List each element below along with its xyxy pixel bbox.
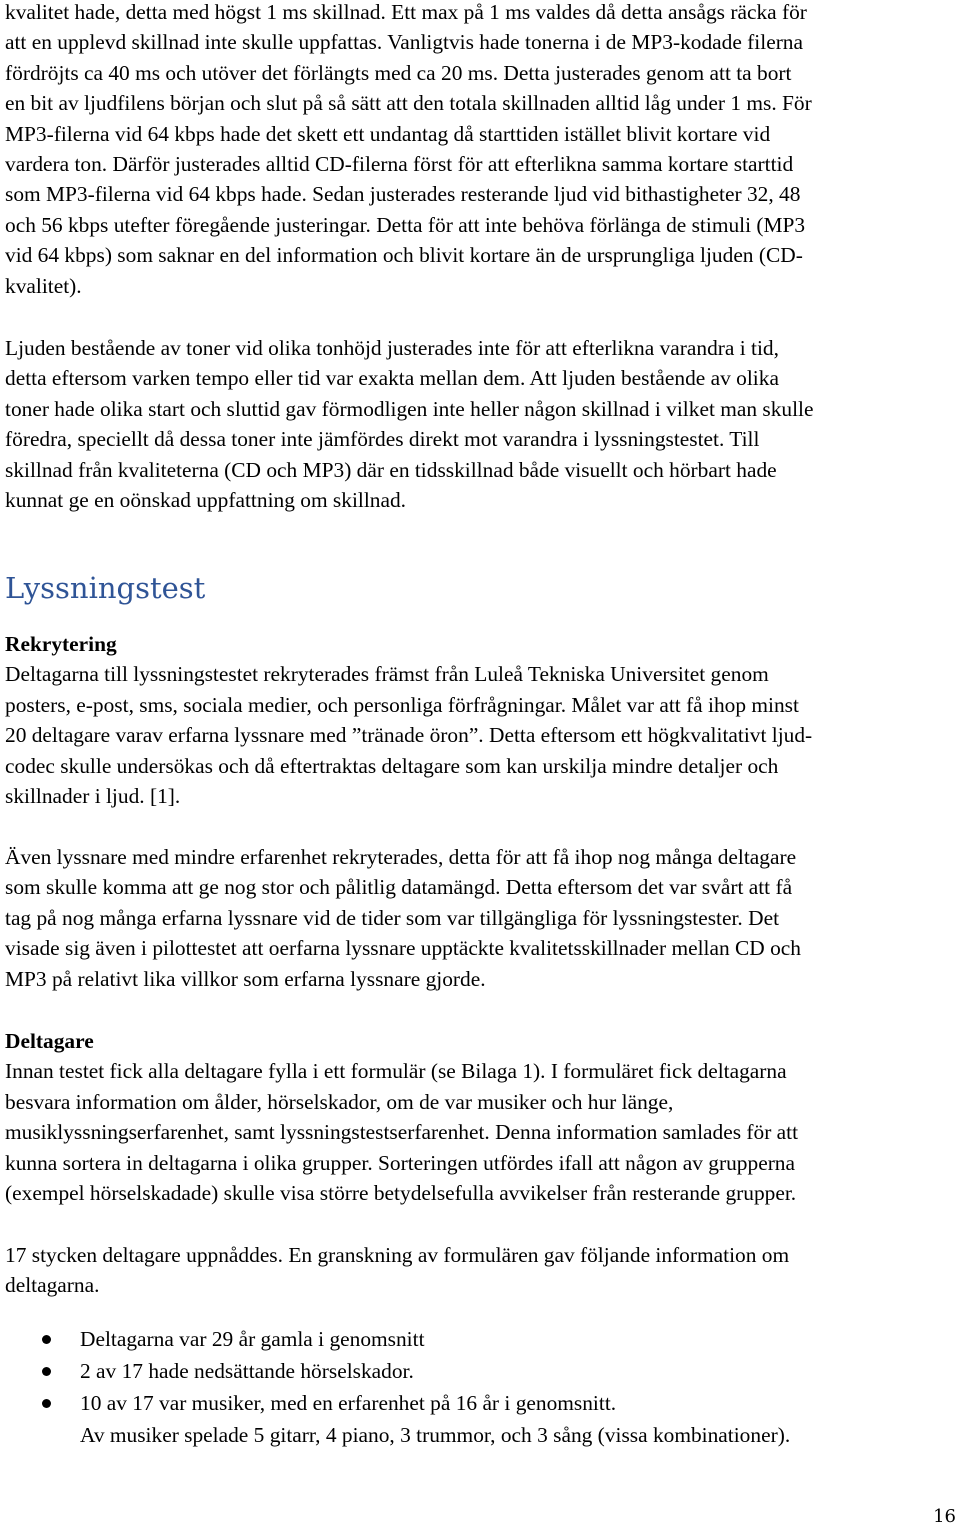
text-line: 20 deltagare varav erfarna lyssnare med ”tränade öron”. Detta eftersom ett högkvalitativt ljud- bbox=[5, 723, 813, 748]
page-number: 16 bbox=[933, 1506, 956, 1527]
list-item-continuation bbox=[0, 1419, 960, 1451]
text-line: MP3 på relativt lika villkor som erfarna lyssnare gjorde. bbox=[5, 966, 486, 991]
text-line: skillnad från kvaliteterna (CD och MP3) där en tidsskillnad både visuellt och hörbart hade bbox=[5, 457, 777, 482]
text-line: codec skulle undersökas och då eftertraktas deltagare som kan urskilja mindre detaljer och bbox=[5, 753, 779, 778]
list-item-text: Deltagarna var 29 år gamla i genomsnitt bbox=[80, 1327, 425, 1351]
text-line: fördröjts ca 40 ms och utöver det förlängts med ca 20 ms. Detta justerades genom att ta bort bbox=[5, 60, 792, 85]
bullet-icon bbox=[42, 1367, 51, 1376]
text-line: och 56 kbps utefter föregående justeringar. Detta för att inte behöva förlänga de stimuli (MP3 bbox=[5, 212, 806, 237]
subheading-recruitment: Rekrytering bbox=[5, 632, 117, 656]
text-line: visade sig även i pilottestet att oerfarna lyssnare upptäckte kvalitetsskillnader mellan CD och bbox=[5, 936, 801, 961]
text-line: 17 stycken deltagare uppnåddes. En granskning av formulären gav följande information om bbox=[5, 1243, 790, 1267]
text-line: vid 64 kbps) som saknar en del information och blivit kortare än de ursprungliga ljuden (CD- bbox=[5, 243, 803, 268]
text-line: Innan testet fick alla deltagare fylla i ett formulär (se Bilaga 1). I formuläret fick deltagarna bbox=[5, 1059, 787, 1084]
paragraph-inexperienced-listeners bbox=[5, 842, 960, 994]
text-line: detta eftersom varken tempo eller tid var exakta mellan dem. Att ljuden bestående av olika bbox=[5, 366, 779, 391]
paragraph-participant-count bbox=[5, 1240, 960, 1301]
participants-section bbox=[5, 1026, 960, 1208]
text-line: tag på nog många erfarna lyssnare vid de tider som var tillgängliga för lyssningstester. Det bbox=[5, 905, 780, 930]
text-line: Ljuden bestående av toner vid olika tonhöjd justerades inte för att efterlikna varandra i tid, bbox=[5, 336, 779, 360]
list-item-text: 2 av 17 hade nedsättande hörselskador. bbox=[80, 1359, 414, 1383]
text-line: toner hade olika start och sluttid gav förmodligen inte heller någon skillnad i vilket man skulle bbox=[5, 396, 814, 421]
text-line: kunna sortera in deltagarna i olika grupper. Sorteringen utfördes ifall att någon av grupperna bbox=[5, 1150, 796, 1175]
text-line: Även lyssnare med mindre erfarenhet rekryterades, detta för att få ihop nog många deltagare bbox=[5, 845, 797, 869]
text-line: kunnat ge en oönskad uppfattning om skillnad. bbox=[5, 488, 407, 513]
recruitment-section bbox=[5, 629, 960, 811]
text-line: vardera ton. Därför justerades alltid CD-filerna först för att efterlikna samma kortare starttid bbox=[5, 152, 794, 177]
text-line: posters, e-post, sms, sociala medier, och personliga förfrågningar. Målet var att få ihop minst bbox=[5, 692, 799, 717]
text-line: kvalitet hade, detta med högst 1 ms skillnad. Ett max på 1 ms valdes då detta ansågs räcka för bbox=[5, 0, 807, 24]
list-item-text: 10 av 17 var musiker, med en erfarenhet på 16 år i genomsnitt. bbox=[80, 1391, 617, 1415]
section-heading: Lyssningstest bbox=[5, 571, 206, 605]
list-item bbox=[0, 1355, 960, 1387]
text-line: besvara information om ålder, hörselskador, om de var musiker och hur länge, bbox=[5, 1089, 674, 1114]
bullet-icon bbox=[42, 1399, 51, 1408]
bullet-icon bbox=[42, 1335, 51, 1344]
list-item bbox=[0, 1323, 960, 1355]
list-item bbox=[0, 1387, 960, 1419]
text-line: en bit av ljudfilens början och slut på så sätt att den totala skillnaden alltid låg under 1 ms. För bbox=[5, 91, 812, 116]
text-line: (exempel hörselskadade) skulle visa större betydelsefulla avvikelser från resterande grupper. bbox=[5, 1181, 797, 1206]
text-line: deltagarna. bbox=[5, 1273, 100, 1298]
participant-facts-list bbox=[0, 1323, 960, 1451]
paragraph-tone-pitch bbox=[5, 333, 960, 515]
text-line: kvalitet). bbox=[5, 273, 82, 298]
text-line: Deltagarna till lyssningstestet rekryterades främst från Luleå Tekniska Universitet genom bbox=[5, 662, 769, 687]
text-line: skillnader i ljud. [1]. bbox=[5, 784, 181, 809]
text-line: MP3-filerna vid 64 kbps hade det skett ett undantag då starttiden istället blivit kortare vid bbox=[5, 121, 771, 146]
list-item-text: Av musiker spelade 5 gitarr, 4 piano, 3 trummor, och 3 sång (vissa kombinationer). bbox=[80, 1423, 791, 1447]
text-line: som skulle komma att ge nog stor och pålitlig datamängd. Detta eftersom det var svårt att få bbox=[5, 875, 793, 900]
text-line: att en upplevd skillnad inte skulle uppfattas. Vanligtvis hade tonerna i de MP3-kodade filerna bbox=[5, 30, 804, 55]
text-line: som MP3-filerna vid 64 kbps hade. Sedan justerades resterande ljud vid bithastigheter 32, 48 bbox=[5, 182, 801, 207]
subheading-participants: Deltagare bbox=[5, 1029, 94, 1053]
text-line: föredra, speciellt då dessa toner inte jämfördes direkt mot varandra i lyssningstestet. Till bbox=[5, 427, 760, 452]
text-line: musiklyssningserfarenhet, samt lyssningstestserfarenhet. Denna information samlades för att bbox=[5, 1120, 799, 1145]
paragraph-sync-adjustment bbox=[5, 0, 960, 301]
